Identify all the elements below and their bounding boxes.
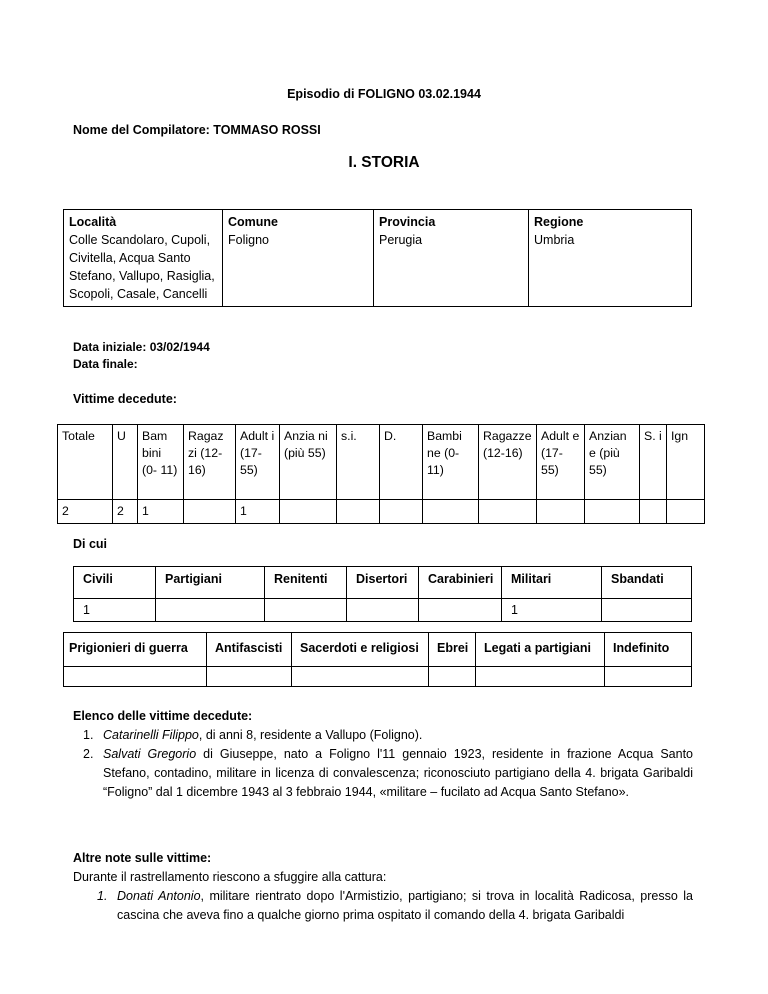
- header-cell: Indefinito: [605, 633, 692, 667]
- compiler-name: Nome del Compilatore: TOMMASO ROSSI: [73, 123, 321, 137]
- header-cell: Ign: [667, 425, 705, 500]
- table-row: [74, 599, 692, 622]
- header-cell: Militari: [502, 567, 602, 599]
- header-cell: Carabinieri: [419, 567, 502, 599]
- table-row: [58, 500, 705, 524]
- value-cell: [292, 667, 429, 687]
- header-cell: Prigionieri di guerra: [64, 633, 207, 667]
- start-date: Data iniziale: 03/02/1944: [73, 340, 210, 354]
- table-row: [64, 210, 692, 307]
- other-notes-intro: Durante il rastrellamento riescono a sfuggire alla cattura:: [73, 870, 387, 884]
- value-cell: 1: [236, 500, 280, 524]
- location-value: Colle Scandolaro, Cupoli, Civitella, Acqua Santo Stefano, Vallupo, Rasiglia, Scopoli, Casale, Cancelli: [69, 233, 215, 301]
- header-cell: U: [113, 425, 138, 500]
- table-row: [64, 633, 692, 667]
- header-cell: Sbandati: [602, 567, 692, 599]
- categories-table-1: [73, 566, 692, 622]
- header-cell: Totale: [58, 425, 113, 500]
- value-cell: [602, 599, 692, 622]
- document-title: Episodio di FOLIGNO 03.02.1944: [287, 87, 481, 101]
- list-item: [73, 887, 693, 925]
- value-cell: [64, 667, 207, 687]
- header-cell: Bambi ne (0- 11): [423, 425, 479, 500]
- list-number: 1.: [97, 889, 108, 903]
- value-cell: 1: [138, 500, 184, 524]
- end-date: Data finale:: [73, 357, 138, 371]
- value-cell: [280, 500, 337, 524]
- header-cell: D.: [380, 425, 423, 500]
- list-number: 2.: [83, 747, 94, 761]
- location-table: [63, 209, 692, 307]
- value-cell: [207, 667, 292, 687]
- person-details: , militare rientrato dopo l'Armistizio, partigiano; si trova in località Radicosa, presso la cascina che aveva fino a qualche giorno prima ospitato il comando della 4. brigata Garibaldi: [117, 889, 693, 922]
- value-cell: [347, 599, 419, 622]
- provincia-cell: [374, 210, 529, 307]
- value-cell: [337, 500, 380, 524]
- value-cell: [537, 500, 585, 524]
- value-cell: [423, 500, 479, 524]
- list-item: [73, 745, 693, 802]
- comune-cell: [223, 210, 374, 307]
- victim-name: Salvati Gregorio: [103, 747, 197, 761]
- victims-table: [57, 424, 705, 524]
- header-cell: Renitenti: [265, 567, 347, 599]
- header-cell: Ragazze (12-16): [479, 425, 537, 500]
- value-cell: 1: [74, 599, 156, 622]
- di-cui-label: Di cui: [73, 537, 108, 551]
- header-cell: Adult e (17- 55): [537, 425, 585, 500]
- header-cell: Civili: [74, 567, 156, 599]
- value-cell: 1: [502, 599, 602, 622]
- value-cell: [419, 599, 502, 622]
- victim-details: di Giuseppe, nato a Foligno l'11 gennaio 1923, residente in frazione Acqua Santo Stefano, contadino, militare in licenza di convalescenza; riconosciuto partigiano della 4. brigata Garibaldi “Foligno” dal 1 dicembre 1943 al 3 febbraio 1944, «militare – fucilato ad Acqua Santo Stefano».: [103, 747, 694, 799]
- other-notes-heading: Altre note sulle vittime:: [73, 851, 212, 865]
- header-cell: Anzia ni (più 55): [280, 425, 337, 500]
- value-cell: 2: [113, 500, 138, 524]
- regione-header: Regione: [534, 215, 584, 229]
- value-cell: [640, 500, 667, 524]
- value-cell: [265, 599, 347, 622]
- value-cell: [476, 667, 605, 687]
- victims-label: Vittime decedute:: [73, 392, 177, 406]
- header-cell: Adult i (17- 55): [236, 425, 280, 500]
- table-row: [58, 425, 705, 500]
- other-notes-section: [73, 849, 693, 925]
- header-cell: Partigiani: [156, 567, 265, 599]
- regione-cell: [529, 210, 692, 307]
- table-row: [64, 667, 692, 687]
- section-title: I. STORIA: [348, 154, 420, 171]
- list-item: [73, 726, 693, 745]
- location-cell: [64, 210, 223, 307]
- value-cell: [380, 500, 423, 524]
- value-cell: [479, 500, 537, 524]
- list-number: 1.: [83, 728, 94, 742]
- value-cell: [667, 500, 705, 524]
- header-cell: Legati a partigiani: [476, 633, 605, 667]
- table-row: [74, 567, 692, 599]
- value-cell: 2: [58, 500, 113, 524]
- header-cell: S. i: [640, 425, 667, 500]
- categories-table-2: [63, 632, 692, 687]
- comune-value: Foligno: [228, 233, 269, 247]
- value-cell: [585, 500, 640, 524]
- person-name: Donati Antonio: [117, 889, 201, 903]
- header-cell: Disertori: [347, 567, 419, 599]
- header-cell: Ragaz zi (12- 16): [184, 425, 236, 500]
- victims-list-section: [73, 707, 693, 802]
- provincia-header: Provincia: [379, 215, 436, 229]
- regione-value: Umbria: [534, 233, 575, 247]
- value-cell: [429, 667, 476, 687]
- header-cell: Ebrei: [429, 633, 476, 667]
- value-cell: [605, 667, 692, 687]
- header-cell: s.i.: [337, 425, 380, 500]
- comune-header: Comune: [228, 215, 278, 229]
- location-header: Località: [69, 215, 117, 229]
- header-cell: Antifascisti: [207, 633, 292, 667]
- provincia-value: Perugia: [379, 233, 423, 247]
- victims-list-heading: Elenco delle vittime decedute:: [73, 709, 253, 723]
- value-cell: [184, 500, 236, 524]
- value-cell: [156, 599, 265, 622]
- header-cell: Anzian e (più 55): [585, 425, 640, 500]
- victim-name: Catarinelli Filippo: [103, 728, 199, 742]
- header-cell: Bam bini (0- 11): [138, 425, 184, 500]
- victim-details: , di anni 8, residente a Vallupo (Foligno).: [198, 728, 423, 742]
- header-cell: Sacerdoti e religiosi: [292, 633, 429, 667]
